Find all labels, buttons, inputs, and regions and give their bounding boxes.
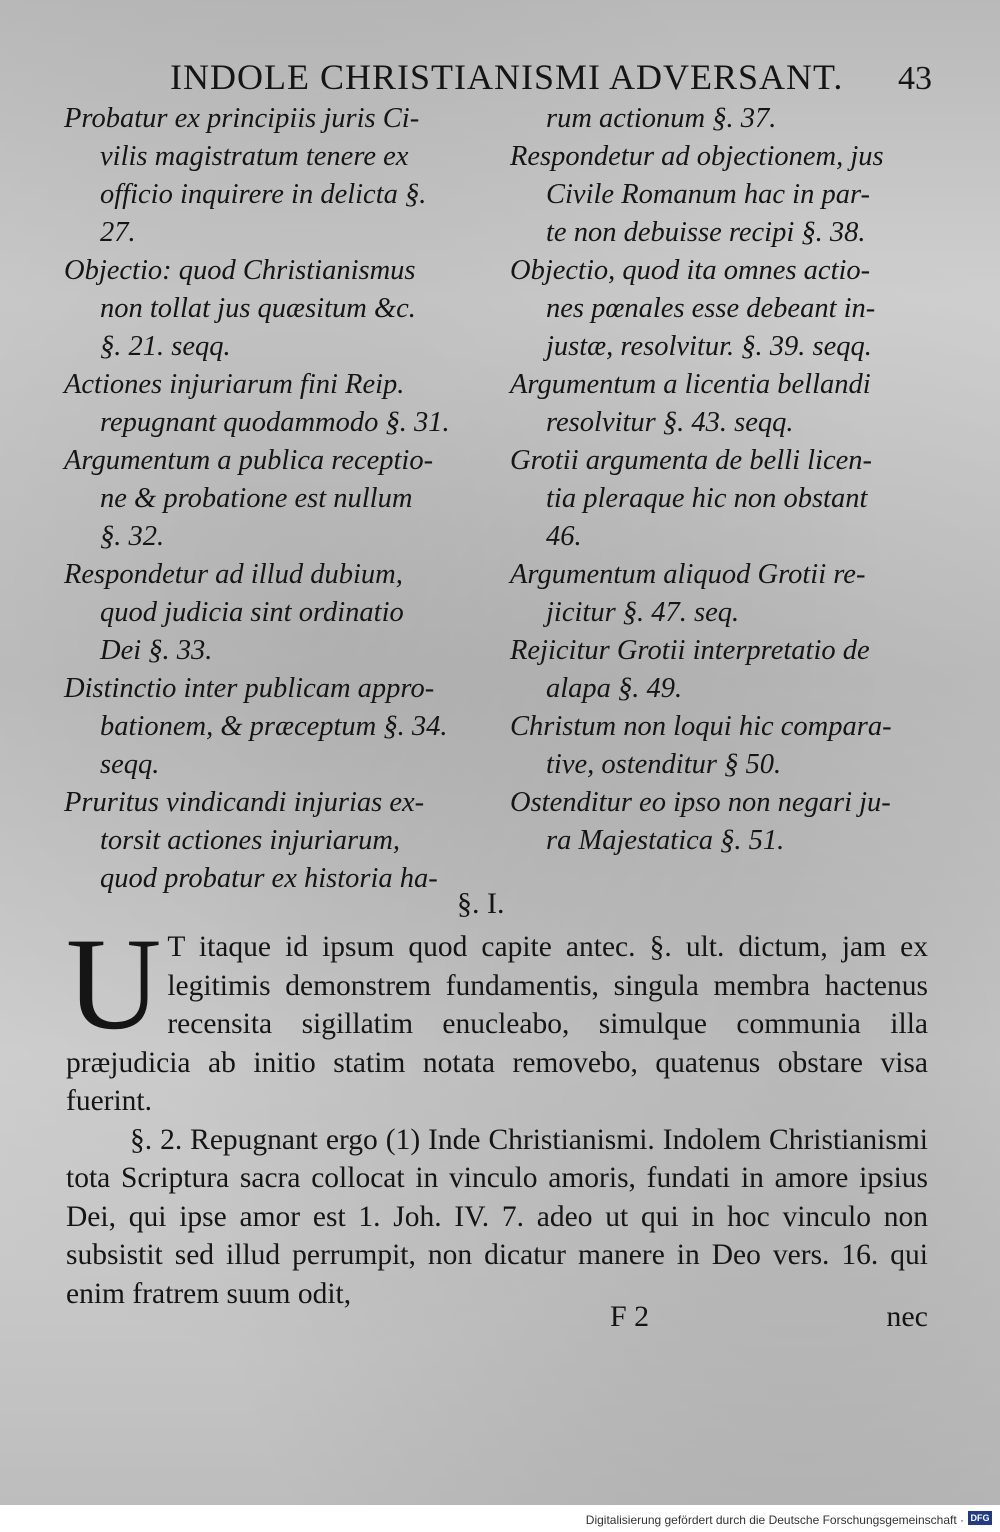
entry-first-line: Ostenditur eo ipso non negari ju- xyxy=(510,787,891,818)
summary-entry xyxy=(64,784,494,898)
summary-right-column xyxy=(510,100,940,860)
entry-continuation-line: tia pleraque hic non obstant xyxy=(546,483,868,514)
drop-cap: U xyxy=(66,910,162,1057)
entry-continuation-line: justæ, resolvitur. §. 39. seqq. xyxy=(546,331,872,362)
entry-first-line: Objectio: quod Christianismus xyxy=(64,255,416,286)
entry-continuation-line: Civile Romanum hac in par- xyxy=(546,179,870,210)
paragraph-2: §. 2. Repugnant ergo (1) Inde Christianismi. Indolem Christianismi tota Scriptura sacra collocat in vinculo amoris, fundati in amore ipsius Dei, qui ipse amor est 1. Joh. IV. 7. adeo ut qui in hoc vinculo non subsistit sed illud perrumpit, non dicatur manere in Deo vers. 16. qui enim fratrem suum odit, xyxy=(66,1123,928,1310)
entry-first-line: Argumentum a publica receptio- xyxy=(64,445,434,476)
summary-entry xyxy=(510,100,940,138)
summary-entry xyxy=(64,670,494,784)
summary-entry xyxy=(64,366,494,442)
entry-continuation-line: tive, ostenditur § 50. xyxy=(546,749,782,780)
running-title: INDOLE CHRISTIANISMI ADVERSANT. xyxy=(170,57,844,97)
entry-first-line: Grotii argumenta de belli licen- xyxy=(510,445,872,476)
entry-first-line: Christum non loqui hic compara- xyxy=(510,711,892,742)
entry-continuation-line: bationem, & præceptum §. 34. xyxy=(100,711,448,742)
entry-continuation-line: seqq. xyxy=(100,749,160,780)
entry-continuation-line: 46. xyxy=(546,521,582,552)
entry-continuation-line: vilis magistratum tenere ex xyxy=(100,141,409,172)
entry-continuation-line: non tollat jus quæsitum &c. xyxy=(100,293,416,324)
summary-entry xyxy=(64,100,494,252)
entry-first-line: Pruritus vindicandi injurias ex- xyxy=(64,787,425,818)
entry-first-line: Rejicitur Grotii interpretatio de xyxy=(510,635,870,666)
entry-first-line: Argumentum aliquod Grotii re- xyxy=(510,559,866,590)
summary-left-column xyxy=(64,100,494,898)
entry-continuation-line: resolvitur §. 43. seqq. xyxy=(546,407,794,438)
page-number: 43 xyxy=(898,60,932,97)
entry-continuation-line: quod judicia sint ordinatio xyxy=(100,597,404,628)
entry-continuation-line: jicitur §. 47. seq. xyxy=(546,597,740,628)
entry-continuation-line: torsit actiones injuriarum, xyxy=(100,825,401,856)
summary-entry xyxy=(64,556,494,670)
entry-continuation-line: te non debuisse recipi §. 38. xyxy=(546,217,866,248)
entry-first-line: Respondetur ad illud dubium, xyxy=(64,559,403,590)
funding-credit: Digitalisierung gefördert durch die Deutsche Forschungsgemeinschaft · xyxy=(585,1513,964,1527)
body-text xyxy=(66,910,928,1313)
entry-first-line: Distinctio inter publicam appro- xyxy=(64,673,435,704)
summary-entry xyxy=(510,632,940,708)
summary-entry xyxy=(510,556,940,632)
catchword: nec xyxy=(886,1300,928,1333)
entry-continuation-line: Dei §. 33. xyxy=(100,635,213,666)
section-heading: §. I. xyxy=(457,887,505,920)
catchword-row xyxy=(66,1300,928,1340)
entry-continuation-line: ne & probatione est nullum xyxy=(100,483,413,514)
paragraph-1: T itaque id ipsum quod capite antec. §. ult. dictum, jam ex legitimis demonstrem fundamentis, singula membra hactenus recensita sigillatim enucleabo, simulque communia illa præjudicia ab initio statim notata removebo, quatenus obstare visa fuerint. xyxy=(66,931,928,1117)
entry-continuation-line: quod probatur ex historia ha- xyxy=(100,863,438,894)
entry-first-line: Actiones injuriarum fini Reip. xyxy=(64,369,405,400)
entry-first-line: Objectio, quod ita omnes actio- xyxy=(510,255,871,286)
summary-entry xyxy=(510,708,940,784)
summary-entry xyxy=(510,138,940,252)
summary-entry xyxy=(510,252,940,366)
digitization-footer xyxy=(0,1505,1000,1532)
summary-entry xyxy=(510,784,940,860)
entry-first-line: Respondetur ad objectionem, jus xyxy=(510,141,884,172)
dfg-logo: DFG xyxy=(968,1511,992,1525)
entry-first-line: Argumentum a licentia bellandi xyxy=(510,369,871,400)
entry-continuation-line: repugnant quodammodo §. 31. xyxy=(100,407,450,438)
signature-mark: F 2 xyxy=(610,1300,650,1333)
entry-continuation-line: officio inquirere in delicta §. xyxy=(100,179,427,210)
entry-continuation-line: rum actionum §. 37. xyxy=(546,103,777,134)
entry-continuation-line: 27. xyxy=(100,217,136,248)
entry-first-line: Probatur ex principiis juris Ci- xyxy=(64,103,420,134)
entry-continuation-line: alapa §. 49. xyxy=(546,673,683,704)
entry-continuation-line: §. 21. seqq. xyxy=(100,331,231,362)
summary-entry xyxy=(510,366,940,442)
summary-entry xyxy=(64,252,494,366)
entry-continuation-line: nes pœnales esse debeant in- xyxy=(546,293,876,324)
summary-entry xyxy=(510,442,940,556)
entry-continuation-line: ra Majestatica §. 51. xyxy=(546,825,785,856)
summary-entry xyxy=(64,442,494,556)
entry-continuation-line: §. 32. xyxy=(100,521,165,552)
